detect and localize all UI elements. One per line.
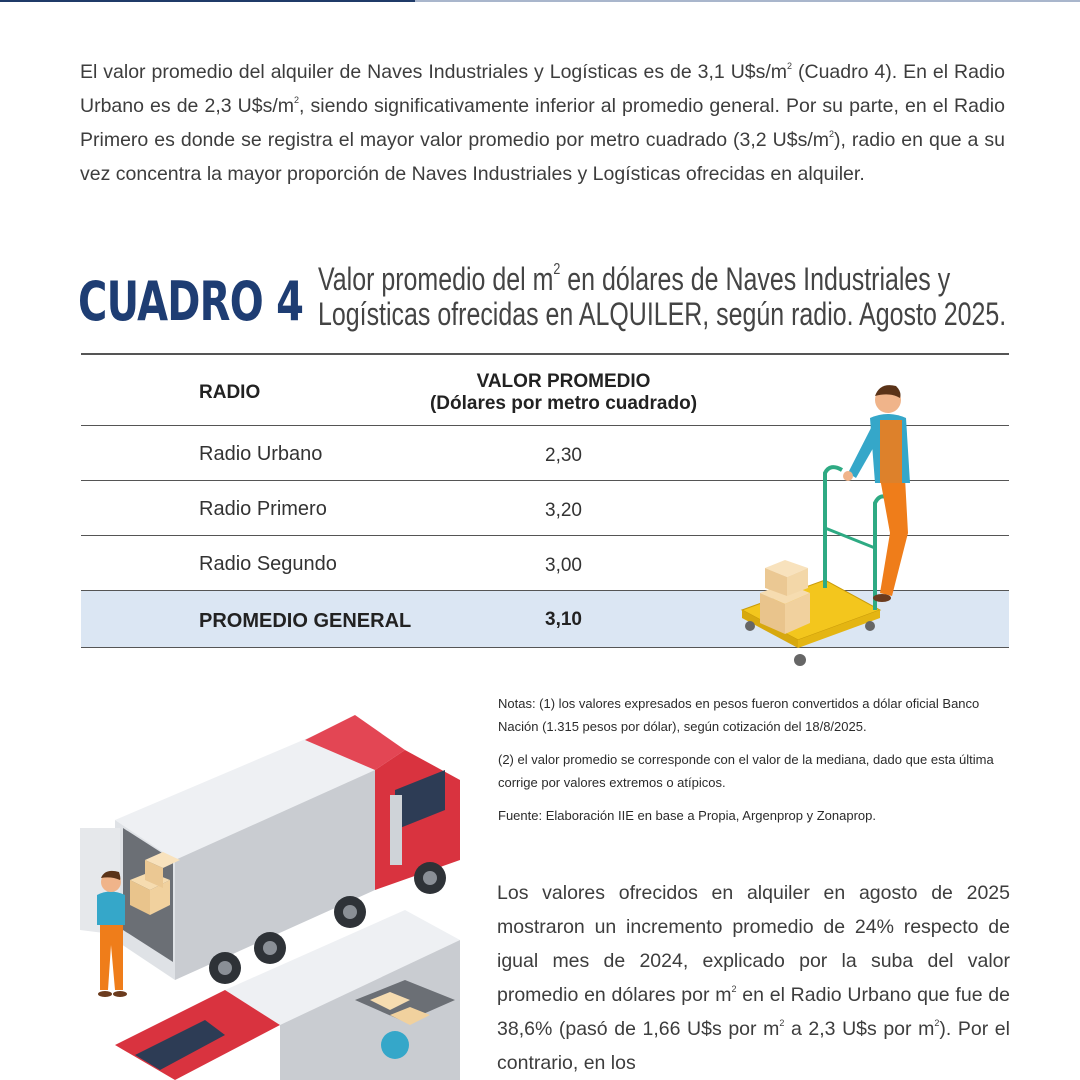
top-accent-bar <box>0 0 1080 2</box>
intro-paragraph: El valor promedio del alquiler de Naves Industriales y Logísticas es de 3,1 $U\$s/m^2$ (Cuadro 4). En el Radio Urbano es de 2,3 $U\$s/m^2$, siendo significativamente inferior al promedio general. Por su parte, en el Radio Primero es donde se registra el mayor valor promedio por metro cuadrado (3,2 $U\$s/m^2$), radio en que a su vez concentra la mayor proporción de Naves Industriales y Logísticas ofrecidas en alquiler. <box>80 61 1005 185</box>
delivery-trucks-illustration <box>75 700 470 1080</box>
body-paragraph-2: Los valores ofrecidos en alquiler en agosto de 2025 mostraron un incremento promedio de 24% respecto de igual mes de 2024, explicado por la suba del valor promedio en dólares por $m^2$ en el Radio Urbano que fue de 38,6% (pasó de 1,66 U$s por $m^2$ a 2,3 U$s por $m^2$). Por el contrario, en los <box>497 882 1010 1074</box>
note-1: Notas: (1) los valores expresados en pesos fueron convertidos a dólar oficial Banco Nación (1.315 pesos por dólar), según cotización del 18/8/2025. <box>498 696 980 734</box>
source-note: Fuente: Elaboración IIE en base a Propia, Argenprop y Zonaprop. <box>498 808 876 823</box>
table-row: Radio Urbano 2,30 <box>81 426 1009 481</box>
table-row: Radio Segundo 3,00 <box>81 536 1009 591</box>
col-header-valor: VALOR PROMEDIO (Dólares por metro cuadrado) <box>429 371 698 414</box>
table-total-row: PROMEDIO GENERAL 3,10 <box>81 591 1009 648</box>
cuadro-title: Valor promedio del $m^2$ en dólares de Naves Industriales y Logísticas ofrecidas en ALQUILER, según radio. Agosto 2025. <box>318 261 1007 332</box>
table-row: Radio Primero 3,20 <box>81 481 1009 536</box>
table-notes <box>498 692 1008 837</box>
worker-with-cart-illustration <box>730 378 930 673</box>
col-header-radio: RADIO <box>199 382 261 403</box>
note-2: (2) el valor promedio se corresponde con el valor de la mediana, dado que esta última corrige por valores extremos o atípicos. <box>498 752 994 790</box>
cuadro-label: CUADRO 4 <box>78 270 304 333</box>
